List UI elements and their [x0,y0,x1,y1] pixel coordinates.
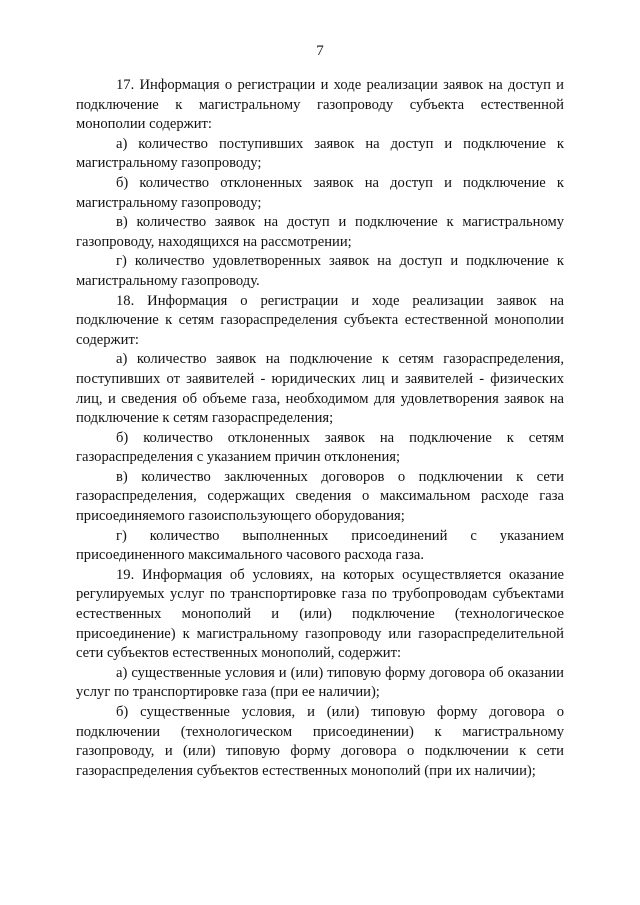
paragraph-17-b: б) количество отклоненных заявок на доступ и подключение к магистральному газопроводу; [76,174,564,211]
paragraph-17-g: г) количество удовлетворенных заявок на доступ и подключение к магистральному газопроводу. [76,253,564,289]
paragraph-18-v: в) количество заключенных договоров о подключении к сети газораспределения, содержащих сведения о максимальном расходе газа присоединяемого газоиспользующего оборудования; [76,468,564,525]
paragraph-17-v: в) количество заявок на доступ и подключение к магистральному газопроводу, находящихся на рассмотрении; [76,214,564,250]
paragraph-18-b: б) количество отклоненных заявок на подключение к сетям газораспределения с указанием причин отклонения; [76,429,564,466]
paragraph-17-a: а) количество поступивших заявок на доступ и подключение к магистральному газопроводу; [76,135,564,172]
paragraph-17: 17. Информация о регистрации и ходе реализации заявок на доступ и подключение к магистральному газопроводу субъекта естественной монополии содержит: [76,77,564,133]
paragraph-18: 18. Информация о регистрации и ходе реализации заявок на подключение к сетям газораспределения субъекта естественной монополии содержит: [76,292,564,348]
paragraph-19: 19. Информация об условиях, на которых осуществляется оказание регулируемых услуг по транспортировке газа по трубопроводам субъектами естественных монополий и (или) подключение (технологическое присоединение) к магистральному газопроводу или газораспределительной сети субъектов естественных монополий, содержит: [76,566,564,662]
paragraph-19-b: б) существенные условия, и (или) типовую форму договора о подключении (технологическом присоединении) к магистральному газопроводу, и (или) типовую форму договора о подключении к сети газораспределения субъектов естественных монополий (при их наличии); [76,704,564,779]
paragraph-18-a: а) количество заявок на подключение к сетям газораспределения, поступивших от заявителей - юридических лиц и заявителей - физических лиц, и сведения об объеме газа, необходимом для удовлетворения заявок на подключение к сетям газораспределения; [76,351,564,427]
paragraph-19-a: а) существенные условия и (или) типовую форму договора об оказании услуг по транспортировке газа (при ее наличии); [76,664,564,701]
document-body [76,76,564,781]
paragraph-18-g: г) количество выполненных присоединений с указанием присоединенного максимального часового расхода газа. [76,527,564,564]
page-number: 7 [316,43,324,59]
